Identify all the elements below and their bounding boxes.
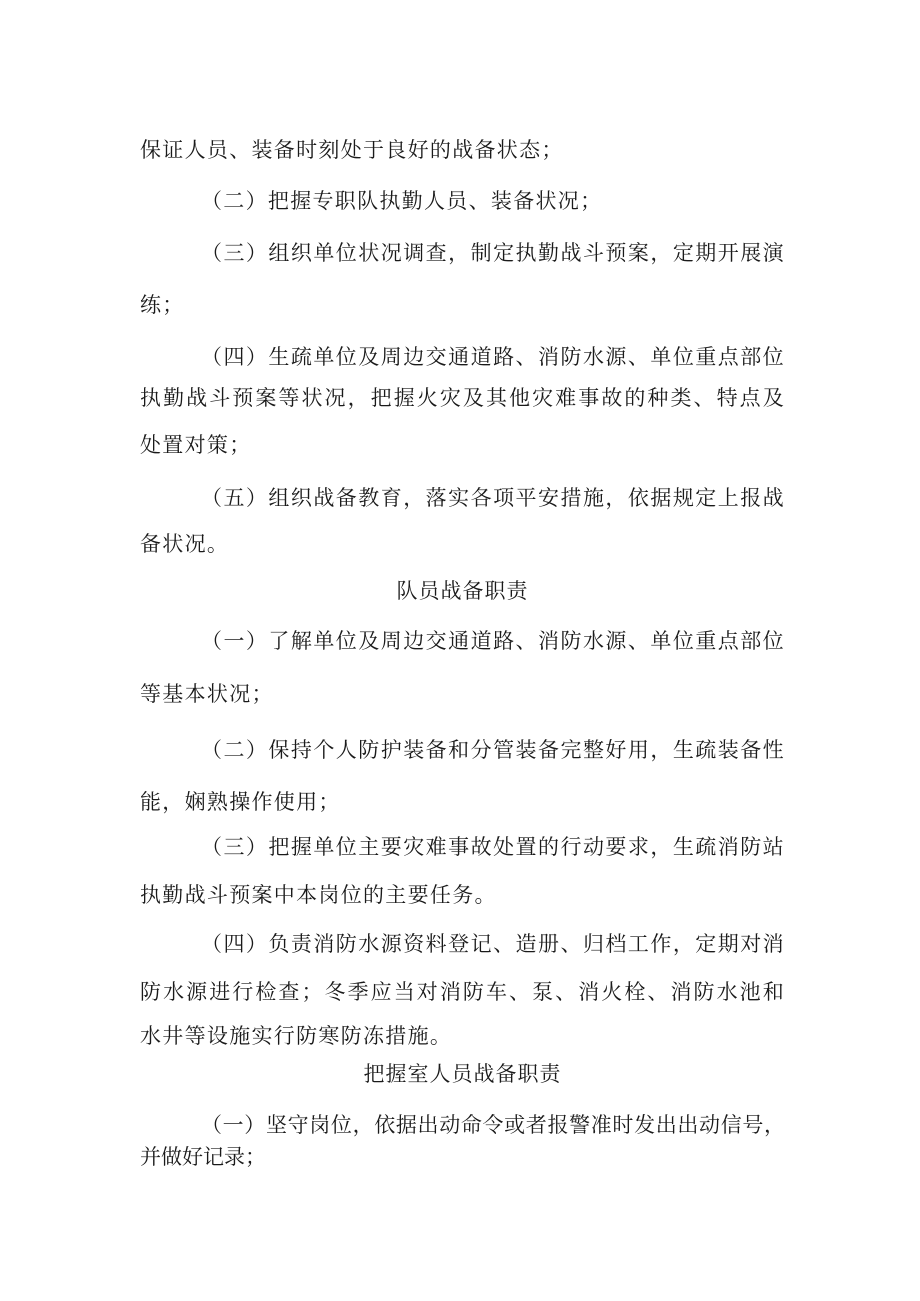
paragraph-line: 执勤战斗预案等状况，把握火灾及其他灾难事故的种类、特点及 xyxy=(140,386,785,410)
paragraph-line: 防水源进行检查；冬季应当对消防车、泵、消火栓、消防水池和 xyxy=(140,980,785,1004)
paragraph-line: （一）了解单位及周边交通道路、消防水源、单位重点部位 xyxy=(201,629,785,653)
paragraph-line: （三）把握单位主要灾难事故处置的行动要求，生疏消防站 xyxy=(201,835,785,859)
paragraph-line: 能，娴熟操作使用； xyxy=(140,790,341,814)
paragraph-line: 备状况。 xyxy=(140,532,230,556)
paragraph-line: （三）组织单位状况调查，制定执勤战斗预案，定期开展演 xyxy=(201,241,785,265)
section-heading: 队员战备职责 xyxy=(396,579,529,603)
paragraph-line: （四）生疏单位及周边交通道路、消防水源、单位重点部位 xyxy=(201,345,785,369)
paragraph-line: 并做好记录； xyxy=(140,1145,266,1169)
paragraph-line: 水井等设施实行防寒防冻措施。 xyxy=(140,1024,453,1048)
paragraph-line: 执勤战斗预案中本岗位的主要任务。 xyxy=(140,883,497,907)
paragraph-line: （二）保持个人防护装备和分管装备完整好用，生疏装备性 xyxy=(201,738,785,762)
paragraph-line: 练； xyxy=(140,293,185,317)
paragraph-line: 等基本状况； xyxy=(140,682,274,706)
paragraph-line: （五）组织战备教育，落实各项平安措施，依据规定上报战 xyxy=(201,486,785,510)
paragraph-line: 处置对策； xyxy=(140,433,252,457)
paragraph-line: 保证人员、装备时刻处于良好的战备状态； xyxy=(140,138,564,162)
paragraph-line: （二）把握专职队执勤人员、装备状况； xyxy=(201,189,603,213)
paragraph-line: （四）负责消防水源资料登记、造册、归档工作，定期对消 xyxy=(201,932,785,956)
section-heading: 把握室人员战备职责 xyxy=(363,1062,562,1086)
paragraph-line: （一）坚守岗位，依据出动命令或者报警准时发出出动信号， xyxy=(201,1113,785,1137)
